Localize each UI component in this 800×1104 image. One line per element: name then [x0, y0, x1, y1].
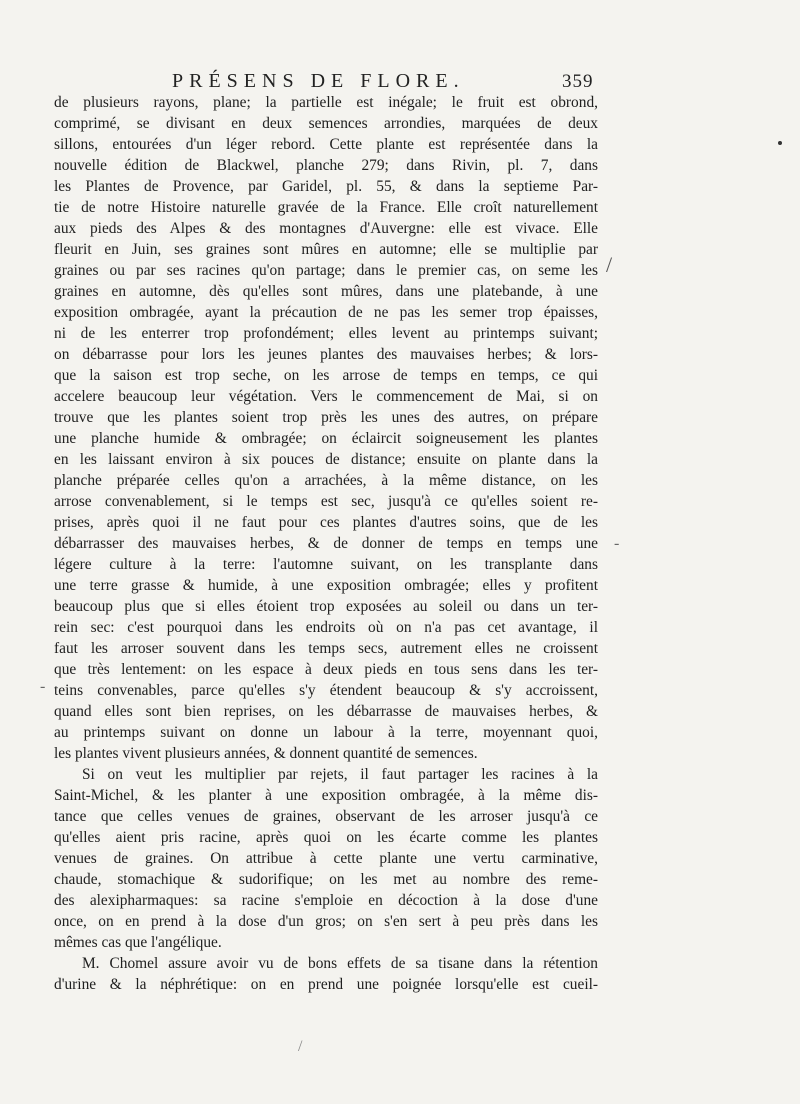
text-line: au printemps suivant on donne un labour à la terre, moyennant quoi,: [54, 724, 598, 741]
text-line: once, on en prend à la dose d'un gros; on s'en sert à peu près dans les: [54, 913, 598, 930]
text-line: de plusieurs rayons, plane; la partielle est inégale; le fruit est obrond,: [54, 94, 598, 111]
text-line: prises, après quoi il ne faut pour ces plantes d'autres soins, que de les: [54, 514, 598, 531]
text-line: exposition ombragée, ayant la précaution de ne pas les semer trop épaisses,: [54, 304, 598, 321]
text-line: mêmes cas que l'angélique.: [54, 934, 222, 951]
text-line: les plantes vivent plusieurs années, & donnent quantité de semences.: [54, 745, 478, 762]
page-header: [0, 70, 800, 94]
text-line: teins convenables, parce qu'elles s'y étendent beaucoup & s'y accroissent,: [54, 682, 598, 699]
text-line: tie de notre Histoire naturelle gravée de la France. Elle croît naturellement: [54, 199, 598, 216]
margin-ink-spot: [778, 141, 782, 145]
text-line: d'urine & la néphrétique: on en prend une poignée lorsqu'elle est cueil-: [54, 976, 598, 993]
text-line: ni de les enterrer trop profondément; elles levent au printemps suivant;: [54, 325, 598, 342]
text-line: graines en automne, dès qu'elles sont mûres, dans une platebande, à une: [54, 283, 598, 300]
text-line: comprimé, se divisant en deux semences arrondies, marquées de deux: [54, 115, 598, 132]
text-line: arrose convenablement, si le temps est sec, jusqu'à ce qu'elles soient re-: [54, 493, 598, 510]
text-line: nouvelle édition de Blackwel, planche 279; dans Rivin, pl. 7, dans: [54, 157, 598, 174]
text-line: légere culture à la terre: l'automne suivant, on les transplante dans: [54, 556, 598, 573]
text-line: une planche humide & ombragée; on éclaircit soigneusement les plantes: [54, 430, 598, 447]
text-line: fleurit en Juin, ses graines sont mûres en automne; elle se multiplie par: [54, 241, 598, 258]
text-line: chaude, stomachique & sudorifique; on les met au nombre des reme-: [54, 871, 598, 888]
body-text: [54, 92, 598, 995]
running-title: PRÉSENS DE FLORE.: [172, 70, 465, 92]
text-line: Saint-Michel, & les planter à une exposition ombragée, à la même dis-: [54, 787, 598, 804]
margin-dash-mark: -: [40, 678, 46, 695]
text-line: tance que celles venues de graines, observant de les arroser jusqu'à ce: [54, 808, 598, 825]
text-line: rein sec: c'est pourquoi dans les endroits où on n'a pas cet avantage, il: [54, 619, 598, 636]
margin-pencil-mark: /: [606, 252, 613, 277]
text-line: quand elles sont bien reprises, on les débarrasse de mauvaises herbes, &: [54, 703, 598, 720]
text-line: on débarrasse pour lors les jeunes plantes des mauvaises herbes; & lors-: [54, 346, 598, 363]
page-number: 359: [562, 71, 594, 92]
text-line: planche préparée celles qu'on a arrachées, à la même distance, on les: [54, 472, 598, 489]
text-line: sillons, entourées d'un léger rebord. Cette plante est représentée dans la: [54, 136, 598, 153]
text-line: une terre grasse & humide, à une exposition ombragée; elles y profitent: [54, 577, 598, 594]
text-line: M. Chomel assure avoir vu de bons effets de sa tisane dans la rétention: [82, 955, 598, 972]
text-line: beaucoup plus que si elles étoient trop exposées au soleil ou dans un ter-: [54, 598, 598, 615]
text-line: faut les arroser souvent dans les temps secs, autrement elles ne croissent: [54, 640, 598, 657]
ink-smudge: /: [298, 1038, 303, 1055]
text-line: les Plantes de Provence, par Garidel, pl. 55, & dans la septieme Par-: [54, 178, 598, 195]
text-line: débarrasser des mauvaises herbes, & de donner de temps en temps une: [54, 535, 598, 552]
text-line: qu'elles aient pris racine, après quoi on les écarte comme les plantes: [54, 829, 598, 846]
text-line: des alexipharmaques: sa racine s'emploie en décoction à la dose d'une: [54, 892, 598, 909]
margin-dash-mark: -: [614, 535, 620, 552]
text-line: graines ou par ses racines qu'on partage; dans le premier cas, on seme les: [54, 262, 598, 279]
text-line: en les laissant environ à six pouces de distance; ensuite on plante dans la: [54, 451, 598, 468]
text-line: que la saison est trop seche, on les arrose de temps en temps, ce qui: [54, 367, 598, 384]
text-line: accelere beaucoup leur végétation. Vers le commencement de Mai, si on: [54, 388, 598, 405]
text-line: trouve que les plantes soient trop près les unes des autres, on prépare: [54, 409, 598, 426]
text-line: aux pieds des Alpes & des montagnes d'Auvergne: elle est vivace. Elle: [54, 220, 598, 237]
text-line: Si on veut les multiplier par rejets, il faut partager les racines à la: [82, 766, 598, 783]
text-line: venues de graines. On attribue à cette plante une vertu carminative,: [54, 850, 598, 867]
text-line: que très lentement: on les espace à deux pieds en tous sens dans les ter-: [54, 661, 598, 678]
